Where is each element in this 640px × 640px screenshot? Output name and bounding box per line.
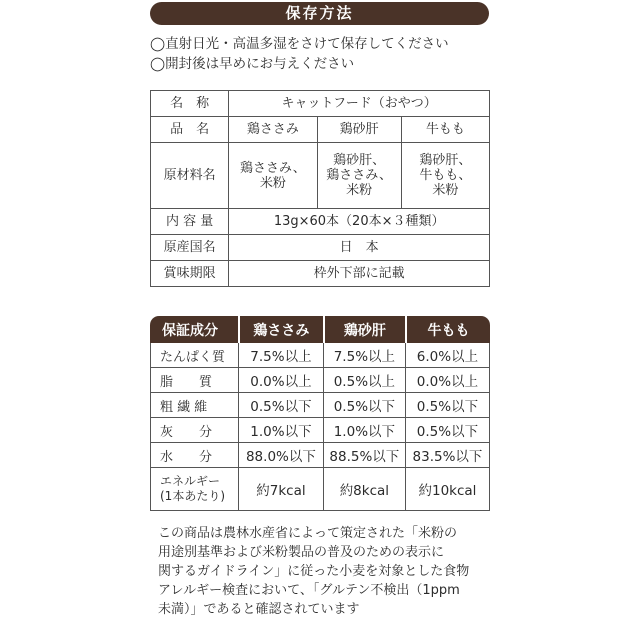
footnote-line: 未満）」であると確認されています bbox=[158, 602, 360, 617]
ingredient-line: 牛もも、 bbox=[419, 168, 472, 183]
nutrition-row bbox=[150, 418, 490, 443]
nutrient-value: 6.0%以上 bbox=[405, 343, 490, 368]
energy-value: 約10kcal bbox=[405, 468, 490, 511]
nutrient-value: 0.5%以下 bbox=[405, 418, 490, 443]
item-name: 鶏ささみ bbox=[229, 117, 317, 143]
nutrition-header: 牛もも bbox=[405, 316, 490, 343]
item-name: 牛もも bbox=[401, 117, 489, 143]
origin-label: 原産国名 bbox=[151, 235, 229, 261]
product-info-table bbox=[150, 90, 490, 287]
nutrient-value: 0.5%以下 bbox=[405, 393, 490, 418]
expiry-value: 枠外下部に記載 bbox=[229, 261, 490, 287]
name-value: キャットフード（おやつ） bbox=[229, 91, 490, 117]
content-label: 内 容 量 bbox=[151, 209, 229, 235]
ingredient-line: 鶏砂肝、 bbox=[333, 153, 386, 168]
nutrient-label: 灰 分 bbox=[150, 418, 238, 443]
energy-label-line: (1本あたり) bbox=[160, 489, 225, 503]
storage-notes bbox=[150, 34, 449, 74]
nutrition-row bbox=[150, 443, 490, 468]
ingredient-line: 鶏ささみ、 bbox=[326, 168, 393, 183]
nutrient-label: たんぱく質 bbox=[150, 343, 238, 368]
nutrient-value: 1.0%以下 bbox=[323, 418, 405, 443]
nutrition-row bbox=[150, 368, 490, 393]
item-name: 鶏砂肝 bbox=[317, 117, 401, 143]
nutrition-header: 鶏砂肝 bbox=[323, 316, 405, 343]
energy-label bbox=[150, 468, 238, 511]
nutrient-label: 脂 質 bbox=[150, 368, 238, 393]
ingredient-line: 米粉 bbox=[432, 183, 459, 198]
ingredient-line: 米粉 bbox=[259, 175, 286, 191]
ingredient-line: 米粉 bbox=[346, 183, 373, 198]
storage-note: ◯開封後は早めにお与えください bbox=[150, 56, 355, 72]
storage-note: ◯直射日光・高温多湿をさけて保存してください bbox=[150, 36, 449, 52]
nutrient-value: 0.5%以下 bbox=[238, 393, 323, 418]
ingredient-line: 鶏ささみ、 bbox=[240, 160, 306, 176]
nutrient-value: 88.5%以下 bbox=[323, 443, 405, 468]
nutrient-value: 83.5%以下 bbox=[405, 443, 490, 468]
footnote-line: 用途別基準および米粉製品の普及のための表示に bbox=[158, 545, 445, 560]
nutrition-table bbox=[150, 316, 490, 511]
nutrient-value: 0.5%以上 bbox=[323, 368, 405, 393]
nutrition-row bbox=[150, 343, 490, 368]
storage-title: 保存方法 bbox=[150, 2, 489, 25]
energy-value: 約7kcal bbox=[238, 468, 323, 511]
ingredients-cell bbox=[229, 143, 317, 209]
nutrition-header: 保証成分 bbox=[150, 316, 238, 343]
nutrient-value: 1.0%以下 bbox=[238, 418, 323, 443]
origin-value: 日 本 bbox=[229, 235, 490, 261]
nutrient-value: 88.0%以下 bbox=[238, 443, 323, 468]
content-value: 13g×60本（20本×３種類） bbox=[229, 209, 490, 235]
name-label: 名 称 bbox=[151, 91, 229, 117]
expiry-label: 賞味期限 bbox=[151, 261, 229, 287]
footnote-line: 関するガイドライン」に従った小麦を対象とした食物 bbox=[158, 564, 470, 579]
ingredient-line: 鶏砂肝、 bbox=[419, 153, 472, 168]
ingredients-label: 原材料名 bbox=[151, 143, 229, 209]
nutrient-label: 水 分 bbox=[150, 443, 238, 468]
nutrient-value: 0.0%以上 bbox=[405, 368, 490, 393]
ingredients-cell bbox=[401, 143, 489, 209]
energy-row bbox=[150, 468, 490, 511]
nutrient-value: 7.5%以上 bbox=[323, 343, 405, 368]
nutrition-row bbox=[150, 393, 490, 418]
nutrient-value: 0.0%以上 bbox=[238, 368, 323, 393]
nutrient-value: 0.5%以下 bbox=[323, 393, 405, 418]
footnote-line: アレルギー検査において、「グルテン不検出（1ppm bbox=[158, 583, 460, 598]
gluten-footnote bbox=[158, 524, 493, 619]
nutrition-header: 鶏ささみ bbox=[238, 316, 323, 343]
energy-value: 約8kcal bbox=[323, 468, 405, 511]
ingredients-cell bbox=[317, 143, 401, 209]
item-label: 品 名 bbox=[151, 117, 229, 143]
nutrient-value: 7.5%以上 bbox=[238, 343, 323, 368]
footnote-line: この商品は農林水産省によって策定された「米粉の bbox=[158, 526, 458, 541]
nutrient-label: 粗 繊 維 bbox=[150, 393, 238, 418]
energy-label-line: エネルギー bbox=[160, 474, 221, 488]
